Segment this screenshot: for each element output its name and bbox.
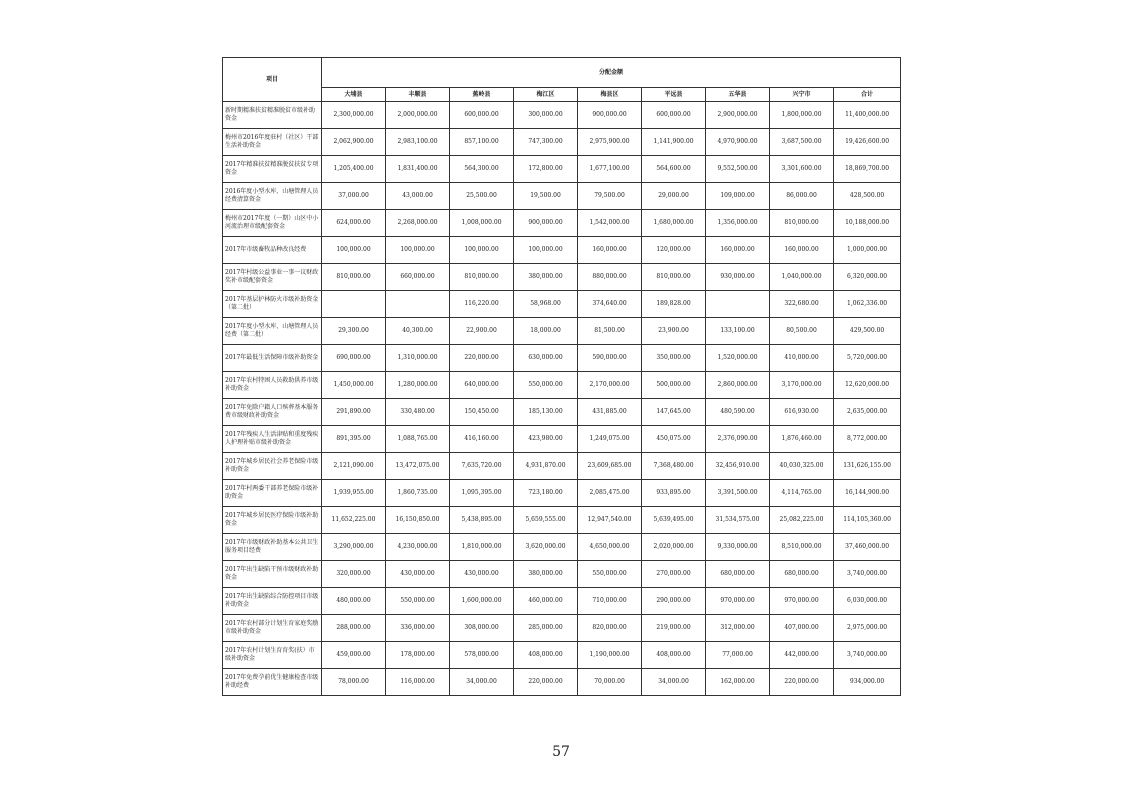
amount-cell: 630,000.00	[514, 345, 578, 372]
amount-cell: 810,000.00	[642, 264, 706, 291]
amount-cell: 19,426,600.00	[834, 129, 901, 156]
table-row	[223, 156, 901, 183]
amount-cell: 3,170,000.00	[770, 372, 834, 399]
amount-cell: 220,000.00	[450, 345, 514, 372]
amount-cell: 133,100.00	[706, 318, 770, 345]
amount-cell: 660,000.00	[386, 264, 450, 291]
amount-cell: 29,000.00	[642, 183, 706, 210]
amount-cell: 1,190,000.00	[578, 642, 642, 669]
row-project-name: 2017年出生缺陷干预市级财政补助资金	[223, 561, 322, 588]
amount-cell: 162,000.00	[706, 669, 770, 696]
amount-cell: 16,150,850.00	[386, 507, 450, 534]
row-project-name: 2017年村两委干部养老保险市级补助资金	[223, 480, 322, 507]
amount-cell: 3,391,500.00	[706, 480, 770, 507]
row-project-name: 2017年度小型水库、山塘管理人员经费（第二批）	[223, 318, 322, 345]
table-row	[223, 399, 901, 426]
amount-cell: 564,300.00	[450, 156, 514, 183]
amount-cell: 160,000.00	[578, 237, 642, 264]
amount-cell: 2,085,475.00	[578, 480, 642, 507]
amount-cell: 480,590.00	[706, 399, 770, 426]
amount-cell: 723,180.00	[514, 480, 578, 507]
amount-cell: 407,000.00	[770, 615, 834, 642]
amount-cell: 160,000.00	[770, 237, 834, 264]
amount-cell: 13,472,075.00	[386, 453, 450, 480]
amount-cell: 11,652,225.00	[322, 507, 386, 534]
amount-cell: 4,230,000.00	[386, 534, 450, 561]
amount-cell: 380,000.00	[514, 264, 578, 291]
table-row	[223, 561, 901, 588]
amount-cell: 2,121,090.00	[322, 453, 386, 480]
row-project-name: 2017年免除户籍人口殡葬基本服务费市级财政补助资金	[223, 399, 322, 426]
column-header: 五华县	[706, 88, 770, 102]
row-project-name: 2017年市级财政补助基本公共卫生服务项目经费	[223, 534, 322, 561]
amount-cell: 2,062,900.00	[322, 129, 386, 156]
amount-cell: 37,460,000.00	[834, 534, 901, 561]
amount-cell: 380,000.00	[514, 561, 578, 588]
amount-cell: 5,438,895.00	[450, 507, 514, 534]
amount-cell: 79,500.00	[578, 183, 642, 210]
amount-cell: 6,320,000.00	[834, 264, 901, 291]
table-row	[223, 318, 901, 345]
table-row	[223, 237, 901, 264]
amount-cell: 2,975,000.00	[834, 615, 901, 642]
allocation-header: 分配金额	[322, 58, 901, 88]
amount-cell	[322, 291, 386, 318]
amount-cell: 29,300.00	[322, 318, 386, 345]
amount-cell	[386, 291, 450, 318]
row-project-name: 2017年最低生活保障市级补助资金	[223, 345, 322, 372]
row-project-name: 2017年农村部分计划生育家庭奖励市级补助资金	[223, 615, 322, 642]
row-project-name: 梅州市2017年度（一期）山区中小河流治理市级配套资金	[223, 210, 322, 237]
amount-cell: 150,450.00	[450, 399, 514, 426]
amount-cell: 1,249,075.00	[578, 426, 642, 453]
amount-cell: 22,900.00	[450, 318, 514, 345]
amount-cell: 430,000.00	[450, 561, 514, 588]
row-project-name: 梅州市2016年度驻村（社区）干部生活补助资金	[223, 129, 322, 156]
row-project-name: 2017年免费孕前优生健康检查市级补助经费	[223, 669, 322, 696]
column-header: 大埔县	[322, 88, 386, 102]
amount-cell: 1,542,000.00	[578, 210, 642, 237]
amount-cell: 40,030,325.00	[770, 453, 834, 480]
amount-cell: 270,000.00	[642, 561, 706, 588]
amount-cell: 2,020,000.00	[642, 534, 706, 561]
amount-cell: 81,500.00	[578, 318, 642, 345]
amount-cell: 322,680.00	[770, 291, 834, 318]
amount-cell: 680,000.00	[706, 561, 770, 588]
table-row	[223, 264, 901, 291]
table-row	[223, 642, 901, 669]
amount-cell: 578,000.00	[450, 642, 514, 669]
amount-cell: 100,000.00	[322, 237, 386, 264]
amount-cell: 442,000.00	[770, 642, 834, 669]
amount-cell: 1,520,000.00	[706, 345, 770, 372]
amount-cell: 600,000.00	[642, 102, 706, 129]
amount-cell: 1,600,000.00	[450, 588, 514, 615]
table-row	[223, 480, 901, 507]
amount-cell: 31,534,575.00	[706, 507, 770, 534]
amount-cell	[706, 291, 770, 318]
amount-cell: 2,860,000.00	[706, 372, 770, 399]
amount-cell: 9,552,500.00	[706, 156, 770, 183]
amount-cell: 408,000.00	[642, 642, 706, 669]
amount-cell: 2,268,000.00	[386, 210, 450, 237]
amount-cell: 114,105,360.00	[834, 507, 901, 534]
amount-cell: 37,000.00	[322, 183, 386, 210]
amount-cell: 1,677,100.00	[578, 156, 642, 183]
amount-cell: 147,645.00	[642, 399, 706, 426]
amount-cell: 3,740,000.00	[834, 561, 901, 588]
row-project-name: 2017年精准扶贫精准脱贫扶贫专项资金	[223, 156, 322, 183]
amount-cell: 429,500.00	[834, 318, 901, 345]
amount-cell: 820,000.00	[578, 615, 642, 642]
amount-cell: 6,030,000.00	[834, 588, 901, 615]
amount-cell: 550,000.00	[578, 561, 642, 588]
amount-cell: 1,450,000.00	[322, 372, 386, 399]
amount-cell: 7,368,480.00	[642, 453, 706, 480]
amount-cell: 220,000.00	[770, 669, 834, 696]
amount-cell: 43,000.00	[386, 183, 450, 210]
row-project-name: 2016年度小型水库、山塘管理人员经费清算资金	[223, 183, 322, 210]
amount-cell: 80,500.00	[770, 318, 834, 345]
amount-cell: 616,930.00	[770, 399, 834, 426]
amount-cell: 970,000.00	[706, 588, 770, 615]
table-row	[223, 615, 901, 642]
amount-cell: 7,635,720.00	[450, 453, 514, 480]
amount-cell: 3,740,000.00	[834, 642, 901, 669]
page-number: 57	[552, 744, 570, 760]
table-row	[223, 291, 901, 318]
amount-cell: 1,356,000.00	[706, 210, 770, 237]
amount-cell: 680,000.00	[770, 561, 834, 588]
amount-cell: 172,800.00	[514, 156, 578, 183]
amount-cell: 1,800,000.00	[770, 102, 834, 129]
amount-cell: 178,000.00	[386, 642, 450, 669]
amount-cell: 77,000.00	[706, 642, 770, 669]
amount-cell: 1,939,955.00	[322, 480, 386, 507]
amount-cell: 1,280,000.00	[386, 372, 450, 399]
table-row	[223, 426, 901, 453]
column-header: 兴宁市	[770, 88, 834, 102]
amount-cell: 1,088,765.00	[386, 426, 450, 453]
table-row	[223, 372, 901, 399]
amount-cell: 1,810,000.00	[450, 534, 514, 561]
amount-cell: 2,900,000.00	[706, 102, 770, 129]
table-row	[223, 534, 901, 561]
amount-cell: 70,000.00	[578, 669, 642, 696]
amount-cell: 1,831,400.00	[386, 156, 450, 183]
amount-cell: 3,687,500.00	[770, 129, 834, 156]
amount-cell: 1,876,460.00	[770, 426, 834, 453]
amount-cell: 891,395.00	[322, 426, 386, 453]
amount-cell: 500,000.00	[642, 372, 706, 399]
amount-cell: 336,000.00	[386, 615, 450, 642]
table-row	[223, 210, 901, 237]
amount-cell: 18,000.00	[514, 318, 578, 345]
amount-cell: 4,931,870.00	[514, 453, 578, 480]
amount-cell: 460,000.00	[514, 588, 578, 615]
amount-cell: 220,000.00	[514, 669, 578, 696]
column-header: 蕉岭县	[450, 88, 514, 102]
table-row	[223, 669, 901, 696]
project-header: 项目	[223, 58, 322, 102]
amount-cell: 4,650,000.00	[578, 534, 642, 561]
amount-cell: 312,000.00	[706, 615, 770, 642]
table-row	[223, 507, 901, 534]
amount-cell: 25,500.00	[450, 183, 514, 210]
amount-cell: 1,008,000.00	[450, 210, 514, 237]
amount-cell: 330,480.00	[386, 399, 450, 426]
amount-cell: 40,300.00	[386, 318, 450, 345]
amount-cell: 100,000.00	[450, 237, 514, 264]
amount-cell: 459,000.00	[322, 642, 386, 669]
amount-cell: 185,130.00	[514, 399, 578, 426]
amount-cell: 2,300,000.00	[322, 102, 386, 129]
row-project-name: 2017年残疾人生活津贴和重度残疾人护理补贴市级补助资金	[223, 426, 322, 453]
amount-cell: 34,000.00	[450, 669, 514, 696]
row-project-name: 2017年市级畜牧品种改良经费	[223, 237, 322, 264]
amount-cell: 880,000.00	[578, 264, 642, 291]
amount-cell: 810,000.00	[322, 264, 386, 291]
amount-cell: 300,000.00	[514, 102, 578, 129]
row-project-name: 2017年村级公益事业一事一议财政奖补市级配套资金	[223, 264, 322, 291]
amount-cell: 690,000.00	[322, 345, 386, 372]
amount-cell: 480,000.00	[322, 588, 386, 615]
amount-cell: 857,100.00	[450, 129, 514, 156]
amount-cell: 120,000.00	[642, 237, 706, 264]
amount-cell: 3,620,000.00	[514, 534, 578, 561]
amount-cell: 4,114,765.00	[770, 480, 834, 507]
row-project-name: 新时期精准扶贫精准脱贫市级补助资金	[223, 102, 322, 129]
amount-cell: 18,869,700.00	[834, 156, 901, 183]
amount-cell: 408,000.00	[514, 642, 578, 669]
amount-cell: 10,188,000.00	[834, 210, 901, 237]
table-row	[223, 129, 901, 156]
column-header: 梅县区	[578, 88, 642, 102]
row-project-name: 2017年城乡居民社会养老保险市级补助资金	[223, 453, 322, 480]
amount-cell: 2,983,100.00	[386, 129, 450, 156]
amount-cell: 410,000.00	[770, 345, 834, 372]
table-row	[223, 588, 901, 615]
amount-cell: 2,376,090.00	[706, 426, 770, 453]
table-row	[223, 183, 901, 210]
amount-cell: 1,205,400.00	[322, 156, 386, 183]
amount-cell: 930,000.00	[706, 264, 770, 291]
amount-cell: 933,895.00	[642, 480, 706, 507]
amount-cell: 1,000,000.00	[834, 237, 901, 264]
amount-cell: 1,141,900.00	[642, 129, 706, 156]
amount-cell: 219,000.00	[642, 615, 706, 642]
amount-cell: 58,968.00	[514, 291, 578, 318]
amount-cell: 1,680,000.00	[642, 210, 706, 237]
column-header: 梅江区	[514, 88, 578, 102]
amount-cell: 624,000.00	[322, 210, 386, 237]
amount-cell: 710,000.00	[578, 588, 642, 615]
row-project-name: 2017年农村计划生育育奖(扶）市级补助资金	[223, 642, 322, 669]
amount-cell: 590,000.00	[578, 345, 642, 372]
amount-cell: 934,000.00	[834, 669, 901, 696]
table-row	[223, 345, 901, 372]
amount-cell: 8,510,000.00	[770, 534, 834, 561]
amount-cell: 34,000.00	[642, 669, 706, 696]
amount-cell: 2,170,000.00	[578, 372, 642, 399]
amount-cell: 430,000.00	[386, 561, 450, 588]
amount-cell: 2,975,900.00	[578, 129, 642, 156]
amount-cell: 23,609,685.00	[578, 453, 642, 480]
column-header: 丰顺县	[386, 88, 450, 102]
allocation-table	[222, 57, 901, 696]
amount-cell: 189,828.00	[642, 291, 706, 318]
amount-cell: 8,772,000.00	[834, 426, 901, 453]
row-project-name: 2017年农村特困人员救助供养市级补助资金	[223, 372, 322, 399]
amount-cell: 131,626,155.00	[834, 453, 901, 480]
amount-cell: 78,000.00	[322, 669, 386, 696]
column-header: 平远县	[642, 88, 706, 102]
amount-cell: 9,330,000.00	[706, 534, 770, 561]
amount-cell: 416,160.00	[450, 426, 514, 453]
column-header: 合计	[834, 88, 901, 102]
amount-cell: 12,947,540.00	[578, 507, 642, 534]
amount-cell: 450,075.00	[642, 426, 706, 453]
amount-cell: 16,144,900.00	[834, 480, 901, 507]
amount-cell: 374,640.00	[578, 291, 642, 318]
amount-cell: 320,000.00	[322, 561, 386, 588]
amount-cell: 3,301,600.00	[770, 156, 834, 183]
amount-cell: 1,095,395.00	[450, 480, 514, 507]
amount-cell: 550,000.00	[386, 588, 450, 615]
amount-cell: 100,000.00	[386, 237, 450, 264]
amount-cell: 285,000.00	[514, 615, 578, 642]
amount-cell: 116,000.00	[386, 669, 450, 696]
amount-cell: 291,890.00	[322, 399, 386, 426]
amount-cell: 423,980.00	[514, 426, 578, 453]
amount-cell: 109,000.00	[706, 183, 770, 210]
amount-cell: 4,970,900.00	[706, 129, 770, 156]
amount-cell: 600,000.00	[450, 102, 514, 129]
amount-cell: 1,310,000.00	[386, 345, 450, 372]
row-project-name: 2017年出生缺陷综合防控项目市级补助资金	[223, 588, 322, 615]
amount-cell: 550,000.00	[514, 372, 578, 399]
amount-cell: 11,400,000.00	[834, 102, 901, 129]
table-row	[223, 102, 901, 129]
amount-cell: 23,900.00	[642, 318, 706, 345]
table-body	[223, 102, 901, 696]
amount-cell: 431,885.00	[578, 399, 642, 426]
amount-cell: 2,000,000.00	[386, 102, 450, 129]
row-project-name: 2017年基层护林防火市级补助资金（第二批）	[223, 291, 322, 318]
amount-cell: 308,000.00	[450, 615, 514, 642]
amount-cell: 116,220.00	[450, 291, 514, 318]
amount-cell: 1,860,735.00	[386, 480, 450, 507]
amount-cell: 970,000.00	[770, 588, 834, 615]
amount-cell: 100,000.00	[514, 237, 578, 264]
amount-cell: 5,639,495.00	[642, 507, 706, 534]
amount-cell: 5,659,555.00	[514, 507, 578, 534]
row-project-name: 2017年城乡居民医疗保险市级补助资金	[223, 507, 322, 534]
amount-cell: 810,000.00	[770, 210, 834, 237]
amount-cell: 900,000.00	[514, 210, 578, 237]
column-header-row	[223, 88, 901, 102]
amount-cell: 900,000.00	[578, 102, 642, 129]
amount-cell: 640,000.00	[450, 372, 514, 399]
amount-cell: 2,635,000.00	[834, 399, 901, 426]
amount-cell: 350,000.00	[642, 345, 706, 372]
amount-cell: 428,500.00	[834, 183, 901, 210]
amount-cell: 1,040,000.00	[770, 264, 834, 291]
amount-cell: 564,600.00	[642, 156, 706, 183]
amount-cell: 288,000.00	[322, 615, 386, 642]
amount-cell: 160,000.00	[706, 237, 770, 264]
amount-cell: 3,290,000.00	[322, 534, 386, 561]
amount-cell: 86,000.00	[770, 183, 834, 210]
amount-cell: 810,000.00	[450, 264, 514, 291]
amount-cell: 290,000.00	[642, 588, 706, 615]
amount-cell: 5,720,000.00	[834, 345, 901, 372]
amount-cell: 12,620,000.00	[834, 372, 901, 399]
amount-cell: 25,082,225.00	[770, 507, 834, 534]
amount-cell: 32,456,910.00	[706, 453, 770, 480]
amount-cell: 19,500.00	[514, 183, 578, 210]
amount-cell: 747,300.00	[514, 129, 578, 156]
amount-cell: 1,062,336.00	[834, 291, 901, 318]
table-row	[223, 453, 901, 480]
